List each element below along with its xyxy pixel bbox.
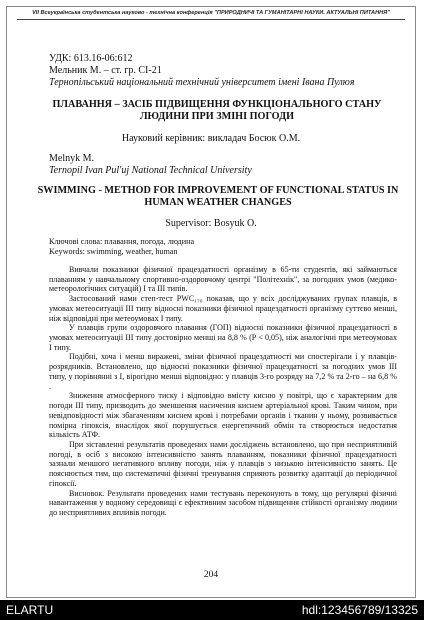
udk-code: УДК: 613.16-06:612 <box>49 53 133 64</box>
title-en: SWIMMING - METHOD FOR IMPROVEMENT OF FUNCTIONAL STATUS IN HUMAN WEATHER CHANGES <box>37 185 399 208</box>
status-bar <box>0 600 424 620</box>
handle-link[interactable]: hdl:123456789/13325 <box>301 603 418 617</box>
keywords-ua: Ключові слова: плавання, погода, людина <box>49 237 195 246</box>
paragraph: Подібні, хоча і менш виражені, зміни фізичної працездатності ми спостерігали і у плавців-розрядників. Встановлено, що відносні показники фізичної працездатності за погодних умов III типу, у порівнянні з I, вірогідно менші відповідно: у плавців 3-го розряду на 7,2 % та 2-го – на 6,8 % . <box>49 352 397 391</box>
paragraph: Висновок. Результати проведених нами тестувань переконують в тому, що регулярні фізичні навантаження у водному середовищі є ефективним засобом підвищення стійкості організму людини до несприятливих впливів погоди. <box>49 488 397 517</box>
body-text <box>49 265 397 518</box>
affiliation-en: Ternopil Ivan Pul'uj National Technical University <box>49 165 252 176</box>
conference-header: VII Всеукраїнська студентська науково - технічна конференція "ПРИРОДНИЧІ ТА ГУМАНІТАРНІ НАУКИ. АКТУАЛЬНІ ПИТАННЯ" <box>17 10 405 20</box>
supervisor-en: Supervisor: Bosyuk O. <box>165 218 257 229</box>
author-ua: Мельник М. – ст. гр. СІ-21 <box>49 65 162 76</box>
author-en: Melnyk M. <box>49 153 94 164</box>
supervisor-ua: Науковий керівник: викладач Босюк О.М. <box>121 133 301 144</box>
paragraph: Вивчали показники фізичної працездатності організму в 65-ти студентів, які займаються плаванням у навчальному спортивно-оздоровчому центрі "Політехнік", за погодних умов (медико-метеорологічних ситуацій) I та III типів. <box>49 265 397 294</box>
affiliation-ua: Тернопільський національний технічний університет імені Івана Пулюя <box>49 77 355 88</box>
paragraph: Застосований нами степ-тест PWC₁₇₀ показав, що у всіх досліджуваних групах плавців, в умовах метеоситуації III типу відносні показники фізичної працездатності організму суттєво менші, ніж відповідні при метеоумовах I типу. <box>49 294 397 323</box>
repository-label: ELARTU <box>6 603 54 617</box>
document-page <box>6 6 416 598</box>
page-number: 204 <box>203 570 219 580</box>
paragraph: Зниження атмосферного тиску і відповідно вмісту кисню у повітрі, що є характерним для погоди III типу, призводить до зменшення насичення киснем артеріальної крові. Таким чином, при невідповідності між збагаченням киснем крові і потребами органів і тканин у ньому, розвивається помірна гіпоксія, внаслідок якої порушується енергетичний обмін та створюється недостатня кількість АТФ. <box>49 391 397 440</box>
title-ua: ПЛАВАННЯ – ЗАСІБ ПІДВИЩЕННЯ ФУНКЦІОНАЛЬНОГО СТАНУ ЛЮДИНИ ПРИ ЗМІНІ ПОГОДИ <box>52 99 382 122</box>
keywords-en: Keywords: swimming, weather, human <box>49 247 178 256</box>
paragraph: При зіставленні результатів проведених нами досліджень встановлено, що при несприятливій погоді, в осіб з високою інтенсивністю занять плаванням, показники фізичної працездатності зазнали меншого негативного впливу погоди, ніж у плавців з низькою інтенсивністю занять. Це пояснюється тим, що систематичні фізичні тренування сприяють розвитку адаптації до періодичної гіпоксії. <box>49 439 397 488</box>
paragraph: У плавців групи оздоровчого плавання (ГОП) відносні показники фізичної працездатності в умовах метеоситуації III типу достовірно менші на 8,8 % (P < 0,05), ніж аналогічні при метеоумовах I типу. <box>49 323 397 352</box>
